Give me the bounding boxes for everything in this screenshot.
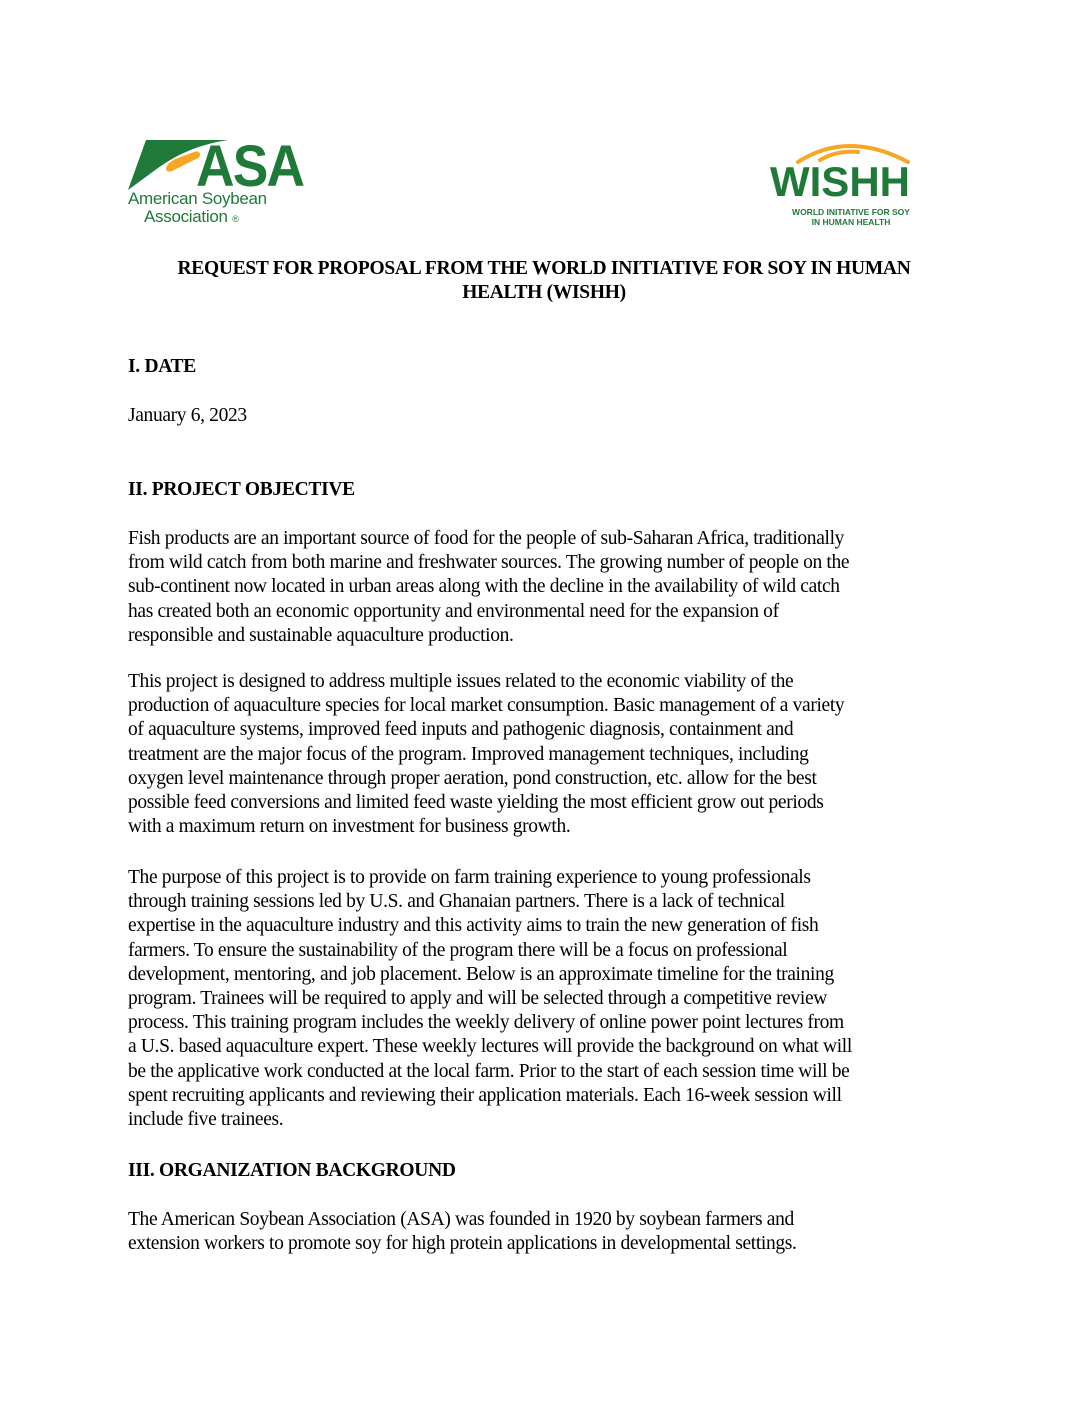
wishh-tagline bbox=[776, 207, 926, 227]
text-line: production of aquaculture species for local market consumption. Basic management of a variety bbox=[128, 695, 845, 717]
asa-name-line2-wrap bbox=[128, 208, 267, 228]
text-line: oxygen level maintenance through proper aeration, pond construction, etc. allow for the best bbox=[128, 767, 817, 789]
text-line: spent recruiting applicants and reviewing their application materials. Each 16-week session will bbox=[128, 1084, 842, 1106]
asa-full-name bbox=[128, 190, 267, 228]
text-line: with a maximum return on investment for business growth. bbox=[128, 816, 571, 838]
text-line: Fish products are an important source of food for the people of sub-Saharan Africa, traditionally bbox=[128, 528, 845, 549]
wishh-logo bbox=[768, 136, 933, 226]
wishh-tagline-line1: WORLD INITIATIVE FOR SOY bbox=[792, 207, 910, 217]
text-line: extension workers to promote soy for high protein applications in developmental settings. bbox=[128, 1233, 797, 1255]
asa-name-line2: Association bbox=[144, 207, 228, 226]
section-heading-date: I. DATE bbox=[128, 356, 196, 377]
title-line: REQUEST FOR PROPOSAL FROM THE WORLD INITIATIVE FOR SOY IN HUMAN bbox=[177, 258, 911, 279]
text-line: development, mentoring, and job placement. Below is an approximate timeline for the training bbox=[128, 963, 834, 985]
text-line: process. This training program includes the weekly delivery of online power point lectures from bbox=[128, 1012, 844, 1034]
asa-wordmark: ASA bbox=[196, 134, 304, 199]
asa-name-line1: American Soybean bbox=[128, 189, 267, 208]
text-line: include five trainees. bbox=[128, 1109, 284, 1131]
text-line: expertise in the aquaculture industry and this activity aims to train the new generation of fish bbox=[128, 915, 819, 937]
objective-paragraph-3 bbox=[128, 866, 968, 1132]
asa-logo bbox=[128, 134, 304, 233]
objective-paragraph-2 bbox=[128, 670, 968, 839]
text-line: from wild catch from both marine and freshwater sources. The growing number of people on the bbox=[128, 552, 850, 574]
date-value: January 6, 2023 bbox=[128, 405, 247, 426]
document-title bbox=[128, 257, 960, 305]
section-heading-project-objective: II. PROJECT OBJECTIVE bbox=[128, 479, 355, 500]
section-heading-organization-background: III. ORGANIZATION BACKGROUND bbox=[128, 1160, 456, 1181]
text-line: treatment are the major focus of the program. Improved management techniques, including bbox=[128, 743, 809, 765]
text-line: of aquaculture systems, improved feed inputs and pathogenic diagnosis, containment and bbox=[128, 719, 794, 741]
wishh-tagline-line2: IN HUMAN HEALTH bbox=[811, 217, 891, 227]
text-line: This project is designed to address multiple issues related to the economic viability of the bbox=[128, 671, 794, 692]
text-line: sub-continent now located in urban areas along with the decline in the availability of wild catch bbox=[128, 576, 840, 598]
wishh-wordmark: WISHH bbox=[770, 158, 910, 205]
text-line: The American Soybean Association (ASA) was founded in 1920 by soybean farmers and bbox=[128, 1209, 794, 1230]
text-line: responsible and sustainable aquaculture production. bbox=[128, 624, 514, 646]
objective-paragraph-1 bbox=[128, 527, 968, 648]
registered-mark: ® bbox=[232, 214, 239, 224]
title-line: HEALTH (WISHH) bbox=[462, 282, 626, 303]
text-line: farmers. To ensure the sustainability of the program there will be a focus on professional bbox=[128, 939, 788, 961]
text-line: through training sessions led by U.S. and Ghanaian partners. There is a lack of technical bbox=[128, 891, 785, 913]
text-line: has created both an economic opportunity and environmental need for the expansion of bbox=[128, 600, 779, 622]
background-paragraph-1 bbox=[128, 1208, 968, 1256]
text-line: be the applicative work conducted at the local farm. Prior to the start of each session time will be bbox=[128, 1060, 850, 1082]
date-paragraph bbox=[128, 404, 968, 428]
text-line: a U.S. based aquaculture expert. These weekly lectures will provide the background on what will bbox=[128, 1036, 852, 1058]
text-line: program. Trainees will be required to apply and will be selected through a competitive review bbox=[128, 988, 828, 1010]
text-line: The purpose of this project is to provide on farm training experience to young professionals bbox=[128, 867, 811, 888]
text-line: possible feed conversions and limited feed waste yielding the most efficient grow out periods bbox=[128, 792, 824, 814]
